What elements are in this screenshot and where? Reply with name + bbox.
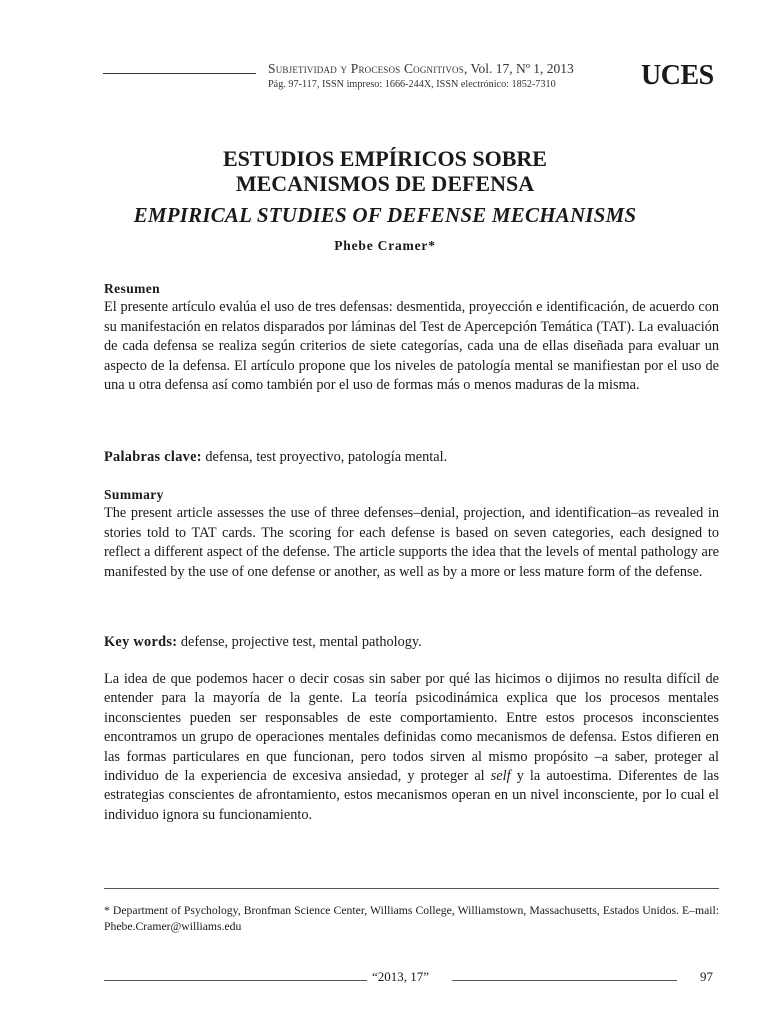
palabras-clave (104, 448, 719, 467)
journal-volume: , Vol. 17, Nº 1, 2013 (463, 61, 574, 76)
footnote: * Department of Psychology, Bronfman Science Center, Williams College, Williamstown, Massachusetts, Estados Unidos. E–mail: Phebe.Cramer@williams.edu (104, 904, 719, 933)
journal-name: Subjetividad y Procesos Cognitivos (268, 61, 464, 76)
author: Phebe Cramer* (334, 238, 436, 253)
body-text-2: y la autoestima. Diferentes de las estrategias conscientes de afrontamiento, estos mecanismos operan en un nivel inconsciente, por lo cual el individuo ignora su funcionamiento. (104, 768, 720, 823)
palabras-clave-text: defensa, test proyectivo, patología mental. (201, 449, 448, 465)
journal-citation (268, 61, 574, 77)
title-line-2: MECANISMOS DE DEFENSA (235, 171, 535, 196)
english-title: EMPIRICAL STUDIES OF DEFENSE MECHANISMS (133, 203, 637, 227)
resumen-body: El presente artículo evalúa el uso de tres defensas: desmentida, proyección e identificación, de acuerdo con su manifestación en relatos disparados por láminas del Test de Apercepción Temática (TAT). La evaluación de cada defensa se realiza según criterios de siete categorías, cada una de ellas diseñada para evaluar un aspecto de la defensa. El artículo propone que los niveles de patología mental se manifiestan por el uso de una u otra defensa así como también por el uso de formas más o menos maduras de la misma. (104, 299, 719, 394)
body-text-1: La idea de que podemos hacer o decir cosas sin saber por qué las hicimos o dijimos no resulta difícil de entender para la mayoría de la gente. La teoría psicodinámica explica que los procesos mentales inconscientes pueden ser responsables de este comportamiento. Entre estos procesos inconscientes encontramos un grupo de operaciones mentales definidas como mecanismos de defensa. Estos difieren en las formas particulares en que funcionan, pero todos sirven al mismo propósito –a saber, proteger al individuo de la experiencia de excesiva ansiedad, y proteger al (104, 671, 719, 785)
palabras-clave-label: Palabras clave: (104, 449, 202, 465)
pages-issn: Pág. 97-117, ISSN impreso: 1666-244X, ISSN electrónico: 1852-7310 (268, 79, 556, 90)
page-number: 97 (700, 969, 713, 984)
summary-body: The present article assesses the use of three defenses–denial, projection, and identification–as revealed in stories told to TAT cards. The scoring for each defense is based on seven categories, each designed to reflect a different aspect of the defense. The article supports the idea that the levels of mental pathology are manifested by the use of one defense or another, as well as by a more or less mature form of the defense. (104, 505, 719, 580)
resumen-heading: Resumen (104, 281, 161, 296)
body-paragraph (104, 670, 719, 825)
keywords (104, 633, 719, 652)
body-self-word: self (490, 768, 511, 785)
footer-center-label: “2013, 17” (372, 969, 430, 984)
header-rule (103, 73, 256, 74)
footer-rule-right (452, 980, 677, 981)
title-line-1: ESTUDIOS EMPÍRICOS SOBRE (223, 146, 547, 171)
keywords-label: Key words: (104, 634, 178, 650)
keywords-text: defense, projective test, mental pathology. (177, 634, 422, 650)
footer-rule-left (104, 980, 367, 981)
resumen-section (104, 279, 719, 395)
footnote-rule (104, 888, 719, 889)
summary-heading: Summary (104, 487, 164, 502)
uces-logo: UCES (641, 60, 714, 91)
article-title (0, 146, 770, 196)
summary-section (104, 485, 719, 582)
